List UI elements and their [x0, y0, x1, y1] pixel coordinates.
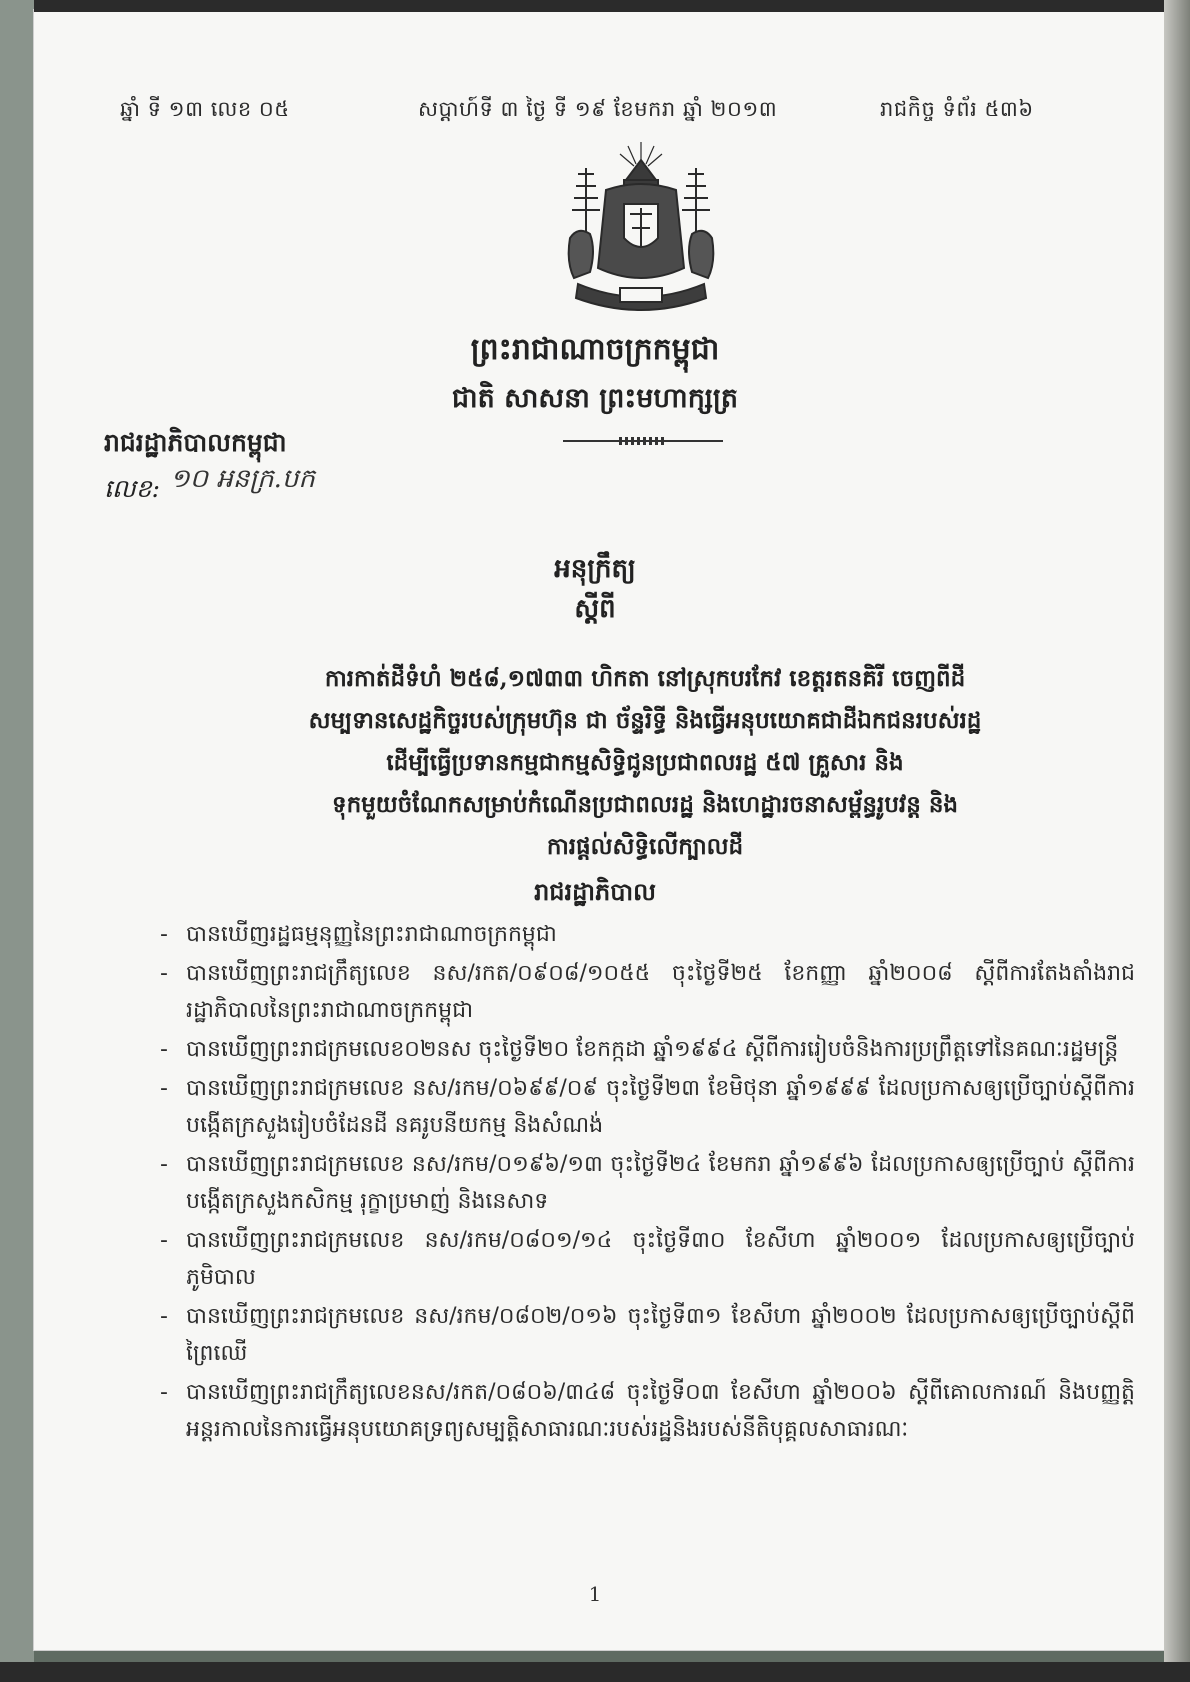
- bullet-dash: -: [160, 1076, 168, 1101]
- decree-subject: [205, 658, 1085, 868]
- bullet-dash: -: [160, 1304, 168, 1329]
- handwritten-decree-number: ១០ អនក្រ.បក: [170, 464, 315, 494]
- subject-line: ការផ្តល់សិទ្ធិលើក្បាលដី: [546, 833, 744, 860]
- scan-bottom-edge: [0, 1662, 1190, 1682]
- ornamental-divider: [563, 440, 723, 442]
- list-item: [160, 1222, 1135, 1296]
- subject-line: ដើម្បីធ្វើប្រទានកម្មជាកម្មសិទ្ធិជូនប្រជាពលរដ្ឋ ៥៧ គ្រួសារ និង: [386, 749, 904, 776]
- page-number: 1: [588, 1582, 602, 1606]
- clause-text: បានឃើញព្រះរាជក្រឹត្យលេខ នស/រកត/០៩០៨/១០៥៥ ចុះថ្ងៃទី២៥ ខែកញ្ញា ឆ្នាំ២០០៨ ស្តីពីការតែងតាំងរាជរដ្ឋាភិបាលនៃព្រះរាជាណាចក្រកម្ពុជា: [186, 961, 1135, 1023]
- kingdom-title: ព្រះរាជាណាចក្រកម្ពុជា: [470, 332, 720, 367]
- list-item: [160, 1031, 1135, 1068]
- issuer-name: រាជរដ្ឋាភិបាលកម្ពុជា: [104, 428, 287, 457]
- subject-line: ទុកមួយចំណែកសម្រាប់កំណើនប្រជាពលរដ្ឋ និងហេដ្ឋារចនាសម្ព័ន្ធរូបវន្ត និង: [331, 791, 959, 818]
- list-item: [160, 1374, 1135, 1448]
- gazette-page: រាជកិច្ច ទំព័រ ៥៣៦: [880, 97, 1034, 121]
- bullet-dash: -: [160, 1228, 168, 1253]
- bullet-dash: -: [160, 1037, 168, 1062]
- list-item: [160, 916, 1135, 953]
- scan-left-margin: [0, 0, 34, 1682]
- clause-text: បានឃើញព្រះរាជក្រមលេខ នស/រកម/០៨០២/០១៦ ចុះថ្ងៃទី៣១ ខែសីហា ឆ្នាំ២០០២ ដែលប្រកាសឲ្យប្រើច្បាប់ស្តីពីព្រៃឈើ: [186, 1304, 1135, 1366]
- national-motto: ជាតិ សាសនា ព្រះមហាក្សត្រ: [451, 383, 739, 414]
- document-about: ស្តីពី: [574, 594, 616, 624]
- gazette-year-issue: ឆ្នាំ ទី ១៣ លេខ ០៥: [120, 97, 290, 121]
- clause-text: បានឃើញព្រះរាជក្រមលេខ០២នស ចុះថ្ងៃទី២០ ខែកក្កដា ឆ្នាំ១៩៩៤ ស្តីពីការរៀបចំនិងការប្រព្រឹត្តទៅនៃគណៈរដ្ឋមន្ត្រី: [186, 1037, 1119, 1062]
- document-type: អនុក្រឹត្យ: [554, 554, 636, 584]
- royal-coat-of-arms-icon: [556, 138, 726, 318]
- gazette-date: សប្តាហ៍ទី ៣ ថ្ងៃ ទី ១៩ ខែមករា ឆ្នាំ ២០១៣: [418, 97, 778, 121]
- clause-text: បានឃើញព្រះរាជក្រឹត្យលេខនស/រកត/០៨០៦/៣៤៨ ចុះថ្ងៃទី០៣ ខែសីហា ឆ្នាំ២០០៦ ស្តីពីគោលការណ៍ និងបញ្ញត្តិអន្តរកាលនៃការធ្វើអនុបយោគទ្រព្យសម្បត្តិសាធារណៈរបស់រដ្ឋនិងរបស់នីតិបុគ្គលសាធារណៈ: [186, 1380, 1135, 1442]
- clause-text: បានឃើញរដ្ឋធម្មនុញ្ញនៃព្រះរាជាណាចក្រកម្ពុជា: [186, 922, 557, 947]
- list-item: [160, 1146, 1135, 1220]
- list-item: [160, 1070, 1135, 1144]
- preamble-clauses: [160, 916, 1135, 1450]
- clause-text: បានឃើញព្រះរាជក្រមលេខ នស/រកម/០១៩៦/១៣ ចុះថ្ងៃទី២៤ ខែមករា ឆ្នាំ១៩៩៦ ដែលប្រកាសឲ្យប្រើច្បាប់ ស្តីពីការបង្កើតក្រសួងកសិកម្ម រុក្ខាប្រមាញ់ និងនេសាទ: [186, 1152, 1135, 1214]
- bullet-dash: -: [160, 1152, 168, 1177]
- clause-text: បានឃើញព្រះរាជក្រមលេខ នស/រកម/០៨០១/១៤ ចុះថ្ងៃទី៣០ ខែសីហា ឆ្នាំ២០០១ ដែលប្រកាសឲ្យប្រើច្បាប់ភូមិបាល: [186, 1228, 1135, 1290]
- scan-top-edge: [34, 0, 1184, 12]
- bullet-dash: -: [160, 1380, 168, 1405]
- section-title: រាជរដ្ឋាភិបាល: [534, 877, 656, 906]
- list-item: [160, 1298, 1135, 1372]
- subject-line: ការកាត់ដីទំហំ ២៥៨,១៧៣៣ ហិកតា នៅស្រុកបរកែវ ខេត្តរតនគិរី ចេញពីដី: [324, 665, 966, 692]
- bullet-dash: -: [160, 922, 168, 947]
- issuer-number-label: លេខ:: [104, 474, 161, 503]
- scan-right-shadow: [1164, 0, 1190, 1682]
- subject-line: សម្បទានសេដ្ឋកិច្ចរបស់ក្រុមហ៊ុន ជា ច័ន្ទរិទ្ធី និងធ្វើអនុបយោគជាដីឯកជនរបស់រដ្ឋ: [308, 707, 982, 734]
- list-item: [160, 955, 1135, 1029]
- bullet-dash: -: [160, 961, 168, 986]
- clause-text: បានឃើញព្រះរាជក្រមលេខ នស/រកម/០៦៩៩/០៩ ចុះថ្ងៃទី២៣ ខែមិថុនា ឆ្នាំ១៩៩៩ ដែលប្រកាសឲ្យប្រើច្បាប់ស្តីពីការបង្កើតក្រសួងរៀបចំដែនដី នគរូបនីយកម្ម និងសំណង់: [186, 1076, 1135, 1138]
